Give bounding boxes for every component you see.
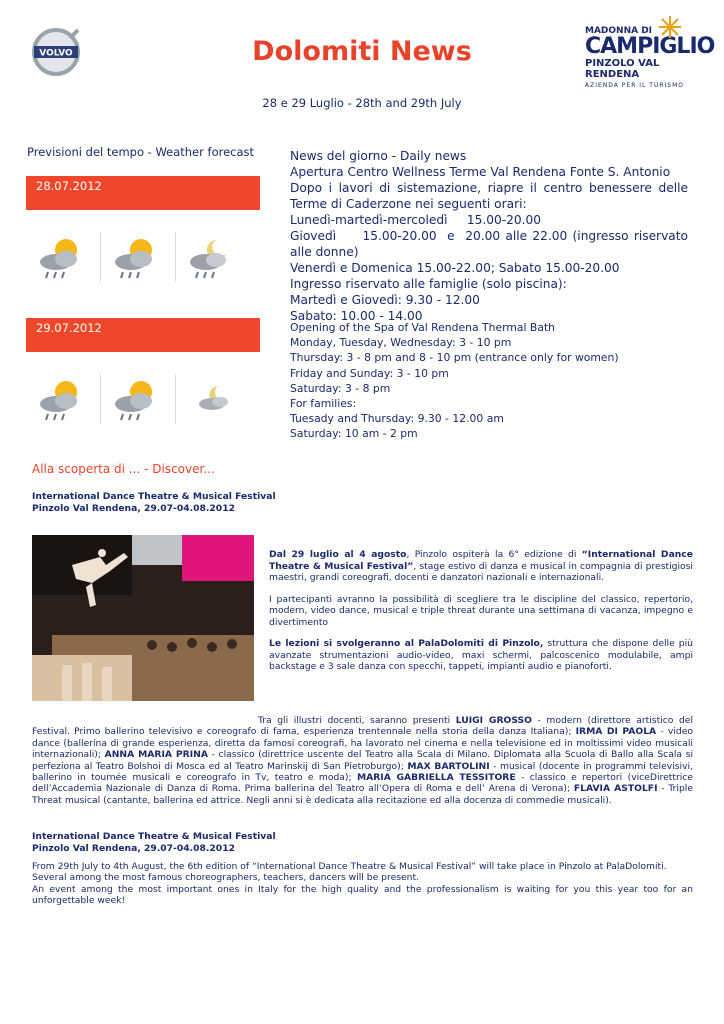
forecast-icons-row [26,374,250,424]
festival-place: Pinzolo Val Rendena, 29.07-04.08.2012 [32,502,235,514]
daily-news-line: Martedì e Giovedì: 9.30 - 12.00 [290,293,480,307]
teacher-text: - Triple Threat musical (cantante, ballerina ed attrice. Negli anni si è dedicata alla recitazione ed alla docenza di commedie musicali). [32,783,693,806]
moon-rain-cloud-icon [176,232,250,282]
daily-news-line: Sabato: 10.00 - 14.00 [290,309,423,323]
daily-news-line: Giovedì 15.00-20.00 e 20.00 alle 22.00 (ingresso riservato alle donne) [290,229,692,259]
english-line: An event among the most important ones in Italy for the high quality and the professionalism is waiting for you this year too for an unforgettable week! [32,883,693,907]
teacher-text: Tra gli illustri docenti, saranno presenti [258,715,456,726]
festival-english-block [32,861,693,907]
festival-paragraph: I partecipanti avranno la possibilità di scegliere tra le discipline del classico, repertorio, modern, video dance, musical e triple threat durante una settimana di vacanza, impegno e divertimento [269,593,693,628]
logo-line1: MADONNA DI [585,26,653,36]
festival-description [269,549,693,683]
teacher-name: FLAVIA ASTOLFI [573,783,658,795]
daily-news-line: Lunedì-martedì-mercoledì 15.00-20.00 [290,213,542,227]
madonna-di-campiglio-logo [585,18,715,89]
spa-english-block [290,320,690,442]
festival-title: International Dance Theatre & Musical Festival [32,491,276,502]
teacher-name: MARIA GABRIELLA TESSITORE [356,772,516,784]
daily-news-line: Ingresso riservato alle famiglie (solo piscina): [290,277,567,291]
logo-line4: AZIENDA PER IL TURISMO [585,82,684,89]
logo-line2: CAMPIGLIO [585,34,715,59]
festival-text: struttura che dispone delle più avanzate strumentazioni audio-video, maxi schermi, palcoscenico modulabile, ampi backstage e 3 sale danza con specchi, tappeti, impianti audio e pianoforti. [269,638,693,672]
festival-venue: Le lezioni si svolgeranno al PalaDolomiti di Pinzolo, [269,638,544,649]
spa-line: Friday and Sunday: 3 - 10 pm [290,366,449,380]
moon-cloud-icon [176,374,250,424]
spa-line: Saturday: 3 - 8 pm [290,381,391,395]
spa-line: Tuesady and Thursday: 9.30 - 12.00 am [290,412,504,426]
teacher-name: LUIGI GROSSO [455,715,532,726]
sun-rain-cloud-icon [26,232,101,282]
teacher-name: MAX BARTOLINI [407,760,490,772]
teachers-paragraph [32,715,693,806]
daily-news-block [290,148,692,324]
teacher-name: ANNA MARIA PRINA [104,749,208,761]
daily-news-line: Venerdì e Domenica 15.00-22.00; Sabato 15.00-20.00 [290,261,620,275]
logo-line3: PINZOLO VAL RENDENA [585,58,660,80]
english-line: Several among the most famous choreographers, teachers, dancers will be present. [32,872,420,884]
sun-rain-cloud-icon [101,374,176,424]
daily-news-heading: News del giorno - Daily news [290,149,467,163]
spa-line: Thursday: 3 - 8 pm and 8 - 10 pm (entrance only for women) [290,351,619,365]
festival-paragraph [269,638,693,673]
star-icon [655,14,685,40]
forecast-icons-row [26,232,250,282]
festival-text: , Pinzolo ospiterà la 6° edizione di [406,549,582,560]
daily-news-line: Dopo i lavori di sistemazione, riapre il centro benessere delle Terme di Caderzone nei seguenti orari: [290,181,688,211]
teacher-text: - musical (docente in programmi televisivi, ballerino in tournée musicali e coreografo in Tv, teatro e moda); [32,760,693,784]
sun-rain-cloud-icon [26,374,101,424]
festival-title: International Dance Theatre & Musical Festival [32,831,276,842]
festival-heading-english [32,831,332,854]
festival-dates-lead: Dal 29 luglio al 4 agosto [269,549,407,560]
forecast-date-bar: 29.07.2012 [26,318,260,352]
spa-line: For families: [290,397,357,411]
daily-news-line: Apertura Centro Wellness Terme Val Rendena Fonte S. Antonio [290,165,671,179]
festival-place: Pinzolo Val Rendena, 29.07-04.08.2012 [32,842,235,854]
page-title: Dolomiti News [252,36,472,67]
teacher-text: - classico e repertori (viceDirettrice dell’Accademia Nazionale di Danza di Roma. Prima ballerina del Teatro all’Opera di Roma e dell’ Arena di Verona); [32,772,693,795]
teacher-text: - video dance (ballerina di grande esperienza, diretta da famosi coreografi, ha lavorato nel cinema e nella televisione ed in moltissimi video musicali internazionali); [32,726,693,761]
teacher-text: - modern (direttore artistico del Festival. Primo ballerino televisivo e coreografo di fama, esperienza trentennale nella storia della danza Italiana); [32,715,694,738]
spa-line: Saturday: 10 am - 2 pm [290,427,418,441]
forecast-heading: Previsioni del tempo - Weather forecast [27,145,255,159]
dance-photo [32,535,254,701]
svg-text:VOLVO: VOLVO [39,48,73,59]
teacher-text: - classico (direttrice uscente del Teatro alla Scala di Milano. Diplomata alla Scuola di Ballo alla Scala si perfeziona al Teatro Bolshoi di Mosca ed al Teatro Marinskij di San Pietroburgo); [32,749,694,772]
teacher-name: IRMA DI PAOLA [575,726,657,738]
festival-heading [32,491,332,514]
sun-rain-cloud-icon [101,232,176,282]
festival-text: , stage estivo di danza e musical in compagnia di prestigiosi maestri, grandi coreografi, docenti e danzatori nazionali e internazionali. [269,560,693,583]
spa-line: Opening of the Spa of Val Rendena Thermal Bath [290,321,556,334]
forecast-date-bar: 28.07.2012 [26,176,260,210]
festival-paragraph [269,549,693,584]
english-line: From 29th July to 4th August, the 6th edition of “International Dance Theatre & Musical Festival” will take place in Pinzolo at PalaDolomiti. [32,861,667,872]
issue-dates: 28 e 29 Luglio - 28th and 29th July [262,96,462,110]
spa-line: Monday, Tuesday, Wednesday: 3 - 10 pm [290,336,512,350]
festival-name: “International Dance Theatre & Musical Festival” [269,549,693,572]
discover-heading: Alla scoperta di ... - Discover... [32,462,215,476]
